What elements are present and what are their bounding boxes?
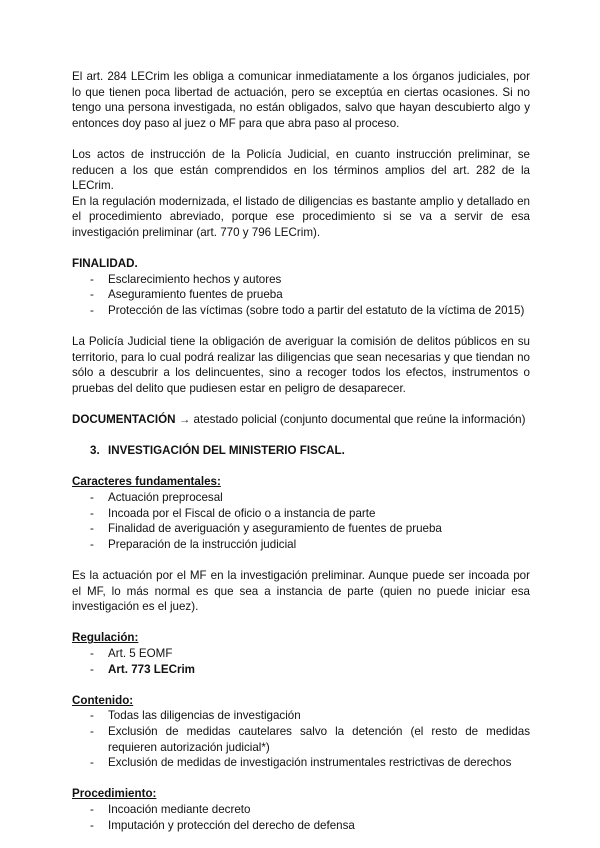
list-item: - Finalidad de averiguación y aseguramiento de fuentes de prueba <box>90 522 442 536</box>
contenido-heading: Contenido: <box>72 693 134 707</box>
caracteres-list <box>72 490 530 552</box>
paragraph-art-284: El art. 284 LECrim les obliga a comunicar inmediatamente a los órganos judiciales, por lo que tienen poca libertad de actuación, pero se exceptúa en ciertas ocasiones. Si no tengo una persona investigada, no están obligados, salvo que hayan descubierto algo y entonces doy paso al juez o MF para que abra paso al proceso. <box>72 70 530 130</box>
paragraph-actuacion-mf: Es la actuación por el MF en la investigación preliminar. Aunque puede ser incoada por el MF, lo más normal es que sea a instancia de parte (quien no puede iniciar esa investigación es el juez). <box>72 569 530 614</box>
paragraph-actos-instruccion: Los actos de instrucción de la Policía Judicial, en cuanto instrucción preliminar, se reducen a los que están comprendidos en los términos amplios del art. 282 de la LECrim. <box>72 147 530 193</box>
documentacion-text: atestado policial (conjunto documental que reúne la información) <box>193 413 526 427</box>
list-item: - Art. 5 EOMF <box>90 646 173 660</box>
documentacion-label: DOCUMENTACIÓN <box>72 413 176 427</box>
list-item: - Esclarecimiento hechos y autores <box>90 272 282 286</box>
contenido-list <box>72 708 530 770</box>
list-item: - Exclusión de medidas de investigación instrumentales restrictivas de derechos <box>90 756 512 770</box>
list-item: - Protección de las víctimas (sobre todo a partir del estatuto de la víctima de 2015) <box>90 303 525 317</box>
section-3-title: 3. INVESTIGACIÓN DEL MINISTERIO FISCAL. <box>90 444 345 458</box>
paragraph-regulacion-modernizada: En la regulación modernizada, el listado de diligencias es bastante amplio y detallado en el procedimiento abreviado, porque ese procedimiento si se va a servir de esa investigación preliminar (art. 770 y 796 LECrim). <box>72 194 530 239</box>
finalidad-heading: FINALIDAD. <box>72 257 138 271</box>
documentacion-line <box>72 412 530 428</box>
regulacion-heading: Regulación: <box>72 631 139 645</box>
finalidad-list <box>72 272 530 319</box>
list-item: - Todas las diligencias de investigación <box>90 709 301 723</box>
list-item: - Actuación preprocesal <box>90 491 223 505</box>
list-item: - Incoada por el Fiscal de oficio o a instancia de parte <box>90 506 376 520</box>
list-item: - Incoación mediante decreto <box>90 802 251 816</box>
document-body <box>72 69 530 833</box>
procedimiento-heading: Procedimiento: <box>72 787 157 801</box>
list-item: - Aseguramiento fuentes de prueba <box>90 288 283 302</box>
arrow-icon: → <box>178 413 191 427</box>
list-item: - Preparación de la instrucción judicial <box>90 537 297 551</box>
list-item: - Exclusión de medidas cautelares salvo la detención (el resto de medidas requieren autorización judicial*) <box>90 724 530 754</box>
list-item: - Imputación y protección del derecho de defensa <box>90 818 355 832</box>
paragraph-policia-judicial: La Policía Judicial tiene la obligación de averiguar la comisión de delitos públicos en su territorio, para lo cual podrá realizar las diligencias que sean necesarias y que tiendan no sólo a descubrir a los delincuentes, sino a recoger todos los efectos, instrumentos o pruebas del delito que pudiesen estar en peligro de desaparecer. <box>72 335 530 395</box>
list-item: - Art. 773 LECrim <box>90 662 195 676</box>
caracteres-heading: Caracteres fundamentales: <box>72 475 221 489</box>
regulacion-list <box>72 646 530 677</box>
procedimiento-list <box>72 802 530 833</box>
